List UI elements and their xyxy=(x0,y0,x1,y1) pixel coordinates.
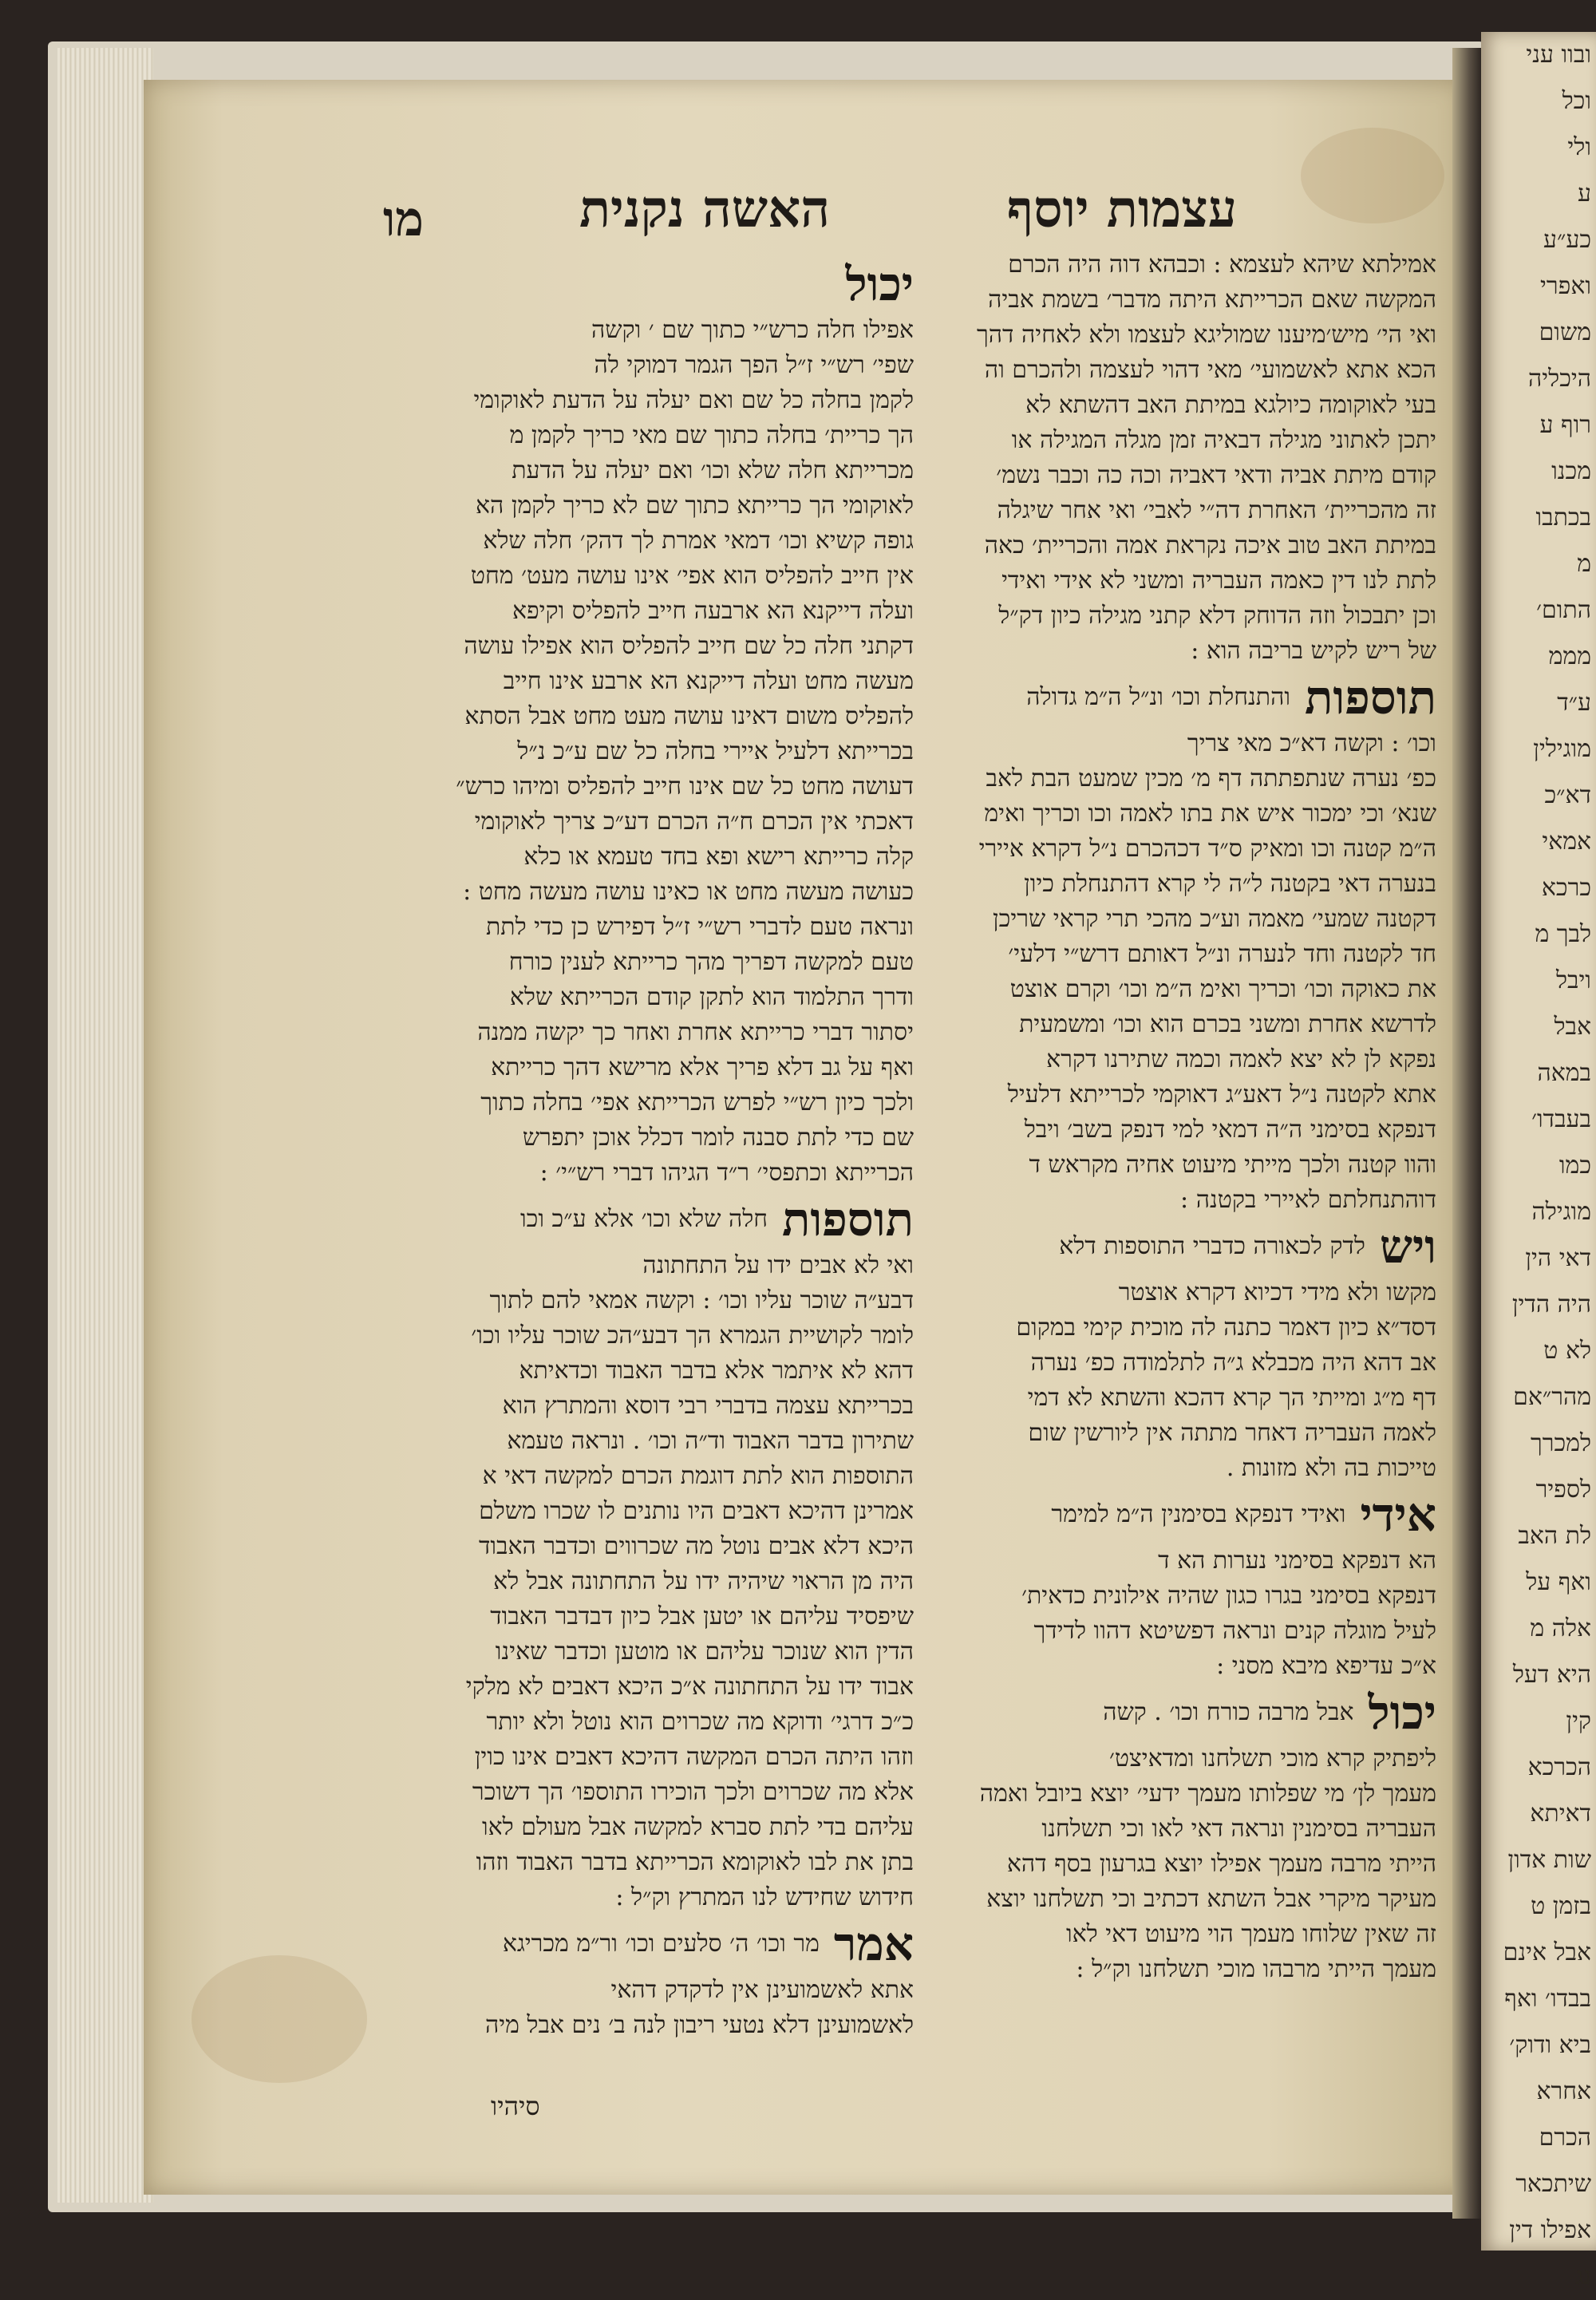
text-line: יתכן לאתוני מגילה דבאיה זמן מגלה המגילה או xyxy=(1011,426,1436,454)
text-line: לומר לקושיית הגמרא הך דבע״הכ שוכר עליו וכו׳ xyxy=(471,1322,914,1350)
text-line: טעם למקשה דפריך מהך כרייתא לענין כורח xyxy=(508,948,914,976)
next-page-line: כמו xyxy=(1558,1152,1591,1180)
section-heading-word: תוספות xyxy=(1305,670,1436,725)
text-line: דנפקא בסימני ה״ה דמאי למי דנפק בשב׳ ויבל xyxy=(1024,1116,1436,1144)
text-line: לדרשא אחרת ומשני בכרם הוא וכו׳ ומשמעית xyxy=(1019,1010,1436,1038)
text-line: דף מ״ג ומייתי הך קרא דהכא והשתא לא דמי xyxy=(1027,1384,1436,1412)
next-page-line: הכרכא xyxy=(1527,1753,1591,1781)
section-heading-word: אידי xyxy=(1360,1488,1436,1542)
text-line: מעמך לן׳ מי שפלותו מעמך ידעי׳ יוצא ביובל ואמה xyxy=(979,1780,1436,1808)
text-line: והוו קטנה ולכך מייתי מיעוט אחיה מקראש ד xyxy=(1029,1151,1436,1179)
text-line: ודרך התלמוד הוא לתקן קודם הכרייתא שלא xyxy=(509,983,914,1011)
text-line: המקשה שאם הכרייתא היתה מדבר׳ בשמת אביה xyxy=(988,286,1436,314)
text-line: ליפתיק קרא מוכי תשלחנו ומדאיצט׳ xyxy=(1108,1745,1436,1772)
text-line: התוספות הוא לתת דוגמת הכרם למקשה דאי א xyxy=(482,1462,914,1490)
next-page-line: ובוו עני xyxy=(1526,41,1591,69)
text-line: וזהו היתה הכרם המקשה דהיכא דאבים אינו כוין xyxy=(474,1743,914,1771)
text-line: ועלה דייקנא הא ארבעה חייב להפליס וקיפא xyxy=(512,597,914,625)
section-heading-word: יכול xyxy=(1368,1685,1436,1740)
text-line: כפ׳ נערה שנתפתתה דף מ׳ מכין שמעט הבת לאב xyxy=(986,765,1436,792)
text-line: דסד״א כיון דאמר כתנה לה מוכית קימי במקום xyxy=(1016,1314,1436,1342)
next-page-line: היכליה xyxy=(1528,365,1591,393)
text-line: לאמה העבריה דאחר מתתה אין ליורשין שום xyxy=(1028,1419,1436,1447)
text-line: מעמך הייתי מרבהו מוכי תשלחנו וק״ל : xyxy=(1076,1955,1436,1983)
section-heading xyxy=(926,1684,1436,1741)
text-line: אב דהא היה מכבלא ג״ה לתלמודה כפ׳ נערה xyxy=(1030,1349,1436,1377)
text-line: אתא לקטנה נ״ל דאע״ג דאוקמי לכרייתא דלעיל xyxy=(1007,1081,1436,1109)
text-line: אפילו חלה כרש״י כתוך שם ׳ וקשה xyxy=(591,316,914,344)
next-page-line: מ xyxy=(1577,550,1591,578)
text-line: מעיקר מיקרי אבל השתא דכתיב וכי תשלחנו יוצא xyxy=(986,1885,1436,1913)
paper-stain xyxy=(192,1955,367,2083)
text-line: בנערה דאי בקטנה ל״ה לי קרא דהתנחלת כיון xyxy=(1024,870,1436,898)
text-line: הא דנפקא בסימני נערות הא ד xyxy=(1158,1547,1436,1575)
text-line: קודם מיתת אביה ודאי דאביה וכה כה וכבר נשמ׳ xyxy=(996,461,1436,489)
next-page-line: לא ט xyxy=(1543,1337,1591,1365)
next-page-line: לת האב xyxy=(1518,1522,1591,1550)
text-line: נפקא לן לא יצא לאמה וכמה שתירנו דקרא xyxy=(1046,1045,1436,1073)
next-page-line: וכל xyxy=(1562,87,1591,115)
text-line: ואי לא אבים ידו על התחתונה xyxy=(642,1251,914,1279)
text-line: במיתת האב טוב איכה נקראת אמה והכריית׳ כאה xyxy=(984,532,1436,559)
section-heading xyxy=(363,255,914,313)
next-page-line: היא דעל xyxy=(1512,1661,1591,1689)
text-line: דנפקא בסימני בגרו כגון שהיה אילונית כדאית׳ xyxy=(1021,1582,1436,1610)
section-heading-text: חלה שלא וכו׳ אלא ע״כ וכו xyxy=(519,1205,768,1233)
text-line: דהא לא איתמר אלא בדבר האבוד וכדאיתא xyxy=(519,1357,914,1385)
next-page-line: שיתכאר xyxy=(1515,2170,1591,2198)
text-line: אין חייב להפליס הוא אפי׳ אינו עושה מעט׳ מחט xyxy=(470,562,914,590)
text-line: גופה קשיא וכו׳ דמאי אמרת לך דהק׳ חלה שלא xyxy=(483,527,914,555)
text-line: זה שאין שלוחו מעמך הוי מיעוט דאי לאו xyxy=(1065,1920,1436,1948)
section-heading-text: אבל מרבה כורח וכו׳ . קשה xyxy=(1103,1698,1354,1726)
catchword: סיהיו xyxy=(491,2091,540,2121)
next-page-line: מכנו xyxy=(1551,457,1591,485)
text-line: ולכך כיון רש״י לפרש הכרייתא אפי׳ בחלה כתוך xyxy=(480,1089,914,1116)
section-heading-word: יכול xyxy=(845,257,914,311)
next-page-line: לבך מ xyxy=(1535,920,1591,948)
next-page-line: ע״ד xyxy=(1557,689,1591,717)
next-page-line: ויבל xyxy=(1555,966,1591,994)
text-line: ה״מ קטנה וכו ומאיק ס״ד דכהכרם נ״ל דקרא איירי xyxy=(978,835,1436,863)
text-line: עליהם בדי לתת סברא למקשה אבל מעולם לאו xyxy=(481,1813,914,1841)
next-page-line: במאה xyxy=(1537,1059,1591,1087)
next-page-line: למכרך xyxy=(1531,1429,1591,1457)
next-page-line: התום׳ xyxy=(1536,596,1591,624)
right-text-column xyxy=(926,247,1436,1987)
text-line: דקטנה שמעי׳ מאמה וע״כ מהכי תרי קראי שריכן xyxy=(993,905,1436,933)
running-title-right: עצמות יוסף xyxy=(1006,180,1237,239)
next-page-line: רוף ע xyxy=(1539,411,1591,439)
text-line: הדין הוא שנוכר עליהם או מוטען וכדבר שאינו xyxy=(495,1638,914,1666)
text-line: של ריש לקיש בריבה הוא : xyxy=(1191,637,1436,665)
text-line: לעיל מוגלה קנים ונראה דפשיטא דהוו לדידך xyxy=(1033,1617,1436,1645)
text-line: בכרייתא עצמה בדברי רבי דוסא והמתרץ הוא xyxy=(502,1392,914,1420)
section-heading-text: מר וכו׳ ה׳ סלעים וכו׳ ור״מ מכריגא xyxy=(502,1930,820,1958)
section-heading xyxy=(926,1486,1436,1543)
next-page-line: אבל xyxy=(1554,1013,1591,1041)
next-page-line: ולי xyxy=(1567,133,1591,161)
next-page-line: אמאי xyxy=(1542,828,1591,856)
text-line: טייכות בה ולא מזונות . xyxy=(1226,1454,1436,1482)
next-page-line: מוגילה xyxy=(1531,1198,1591,1226)
next-page-line: דא״כ xyxy=(1544,781,1591,809)
text-line: מקשו ולא מידי דכיוא דקרא אוצטר xyxy=(1118,1278,1436,1306)
next-page-line: ואפרי xyxy=(1540,272,1591,300)
next-page-line: דאי הין xyxy=(1525,1244,1591,1272)
next-page-line: ביא ודוק׳ xyxy=(1509,2031,1591,2059)
text-line: הייתי מרבה מעמך אפילו יוצא בגרעון בסף דהא xyxy=(1006,1850,1436,1878)
next-page-line: בכתבו xyxy=(1535,504,1591,532)
next-page-line: אחרא xyxy=(1536,2077,1591,2105)
section-heading xyxy=(363,1915,914,1973)
text-line: שפי׳ רש״י ז״ל הפך הגמר דמוקי לה xyxy=(594,351,914,379)
next-page-line: נג xyxy=(1575,2262,1591,2290)
text-line: העבריה בסימנין ונראה דאי לאו וכי תשלחנו xyxy=(1041,1815,1436,1843)
folio-number: מו xyxy=(383,192,424,247)
text-line: דבע״ה שוכר עליו וכו׳ : וקשה אמאי להם לתוך xyxy=(489,1286,914,1314)
text-line: חידוש שחידש לנו המתרץ וק״ל : xyxy=(615,1883,914,1911)
next-page-line: כרכא xyxy=(1541,874,1591,902)
running-title-left: האשה נקנית xyxy=(579,180,830,239)
text-line: א״כ עדיפא מיבא מסני : xyxy=(1216,1652,1436,1680)
text-line: דוהתנחלתם לאיירי בקטנה : xyxy=(1180,1186,1436,1214)
text-line: שתירון בדבר האבוד וד״ה וכו׳ . ונראה טעמא xyxy=(507,1427,914,1455)
next-page-line: ע xyxy=(1578,180,1591,207)
next-page-line: ואף על xyxy=(1526,1568,1591,1596)
next-page-line: מהר״אם xyxy=(1513,1383,1591,1411)
next-page-line: אפילו דין xyxy=(1509,2216,1591,2244)
next-page-line: הכרם xyxy=(1539,2124,1591,2152)
section-heading xyxy=(926,669,1436,726)
text-line: מכרייתא חלה שלא וכו׳ ואם יעלה על הדעת xyxy=(512,456,914,484)
text-line: כעושה מעשה מחט או כאינו עושה מעשה מחט : xyxy=(463,878,914,906)
text-line: לתת לנו דין כאמה העבריה ומשני לא אידי ואידי xyxy=(1001,567,1436,595)
text-line: קלה כרייתא רישא ופא בחד טעמא או כלא xyxy=(523,843,914,871)
next-page-line: לספיר xyxy=(1535,1476,1591,1504)
text-line: שיפסיד עליהם או יטען אבל כיון דבדבר האבוד xyxy=(490,1602,914,1630)
text-line: דאכתי אין הכרם ח״ה הכרם דע״כ צריך לאוקומי xyxy=(474,808,914,836)
next-page-line: אלה מ xyxy=(1530,1614,1591,1642)
book-gutter xyxy=(1452,48,1481,2219)
next-page-line: משום xyxy=(1539,318,1591,346)
next-page-line: בעבדו׳ xyxy=(1531,1105,1591,1133)
next-page-line: כע״ע xyxy=(1543,226,1591,254)
section-heading-word: ויש xyxy=(1379,1219,1436,1274)
next-page-line: היה הדין xyxy=(1511,1290,1591,1318)
text-line: זה מהכריית׳ האחרת דה״י לאבי׳ ואי אחר שיגלה xyxy=(997,496,1436,524)
text-line: שם כדי לתת סבנה לומר דכלל אוכן יתפרש xyxy=(522,1124,914,1152)
next-page-line: בזמן ט xyxy=(1531,1892,1591,1920)
next-page-line: שות אדון xyxy=(1507,1846,1591,1874)
next-page-line: דאיתא xyxy=(1530,1800,1591,1828)
text-line: חד לקטנה וחד לנערה ונ״ל דאותם דרש״י דלעי׳ xyxy=(1008,940,1436,968)
text-line: אמרינן דהיכא דאבים היו נותנים לו שכרו משלם xyxy=(479,1497,914,1525)
next-page-line: מממ xyxy=(1548,642,1591,670)
text-line: יסתור דברי כרייתא אחרת ואחר כך יקשה ממנה xyxy=(477,1018,914,1046)
text-line: היכא דלא אבים נוטל מה שכרווים וכדבר האבוד xyxy=(478,1532,914,1560)
text-line: מעשה מחט ועלה דייקנא הא ארבע אינו חייב xyxy=(503,667,914,695)
text-line: דעושה מחט כל שם אינו חייב להפליס ומיהו כרש״ xyxy=(456,773,914,800)
left-text-column xyxy=(363,255,914,2043)
section-heading-word: אמר xyxy=(833,1917,914,1971)
text-line: אבוד ידו על התחתונה א״כ היכא דאבים לא מלקי xyxy=(465,1673,914,1701)
text-line: ונראה טעם לדברי רש״י ז״ל דפירש כן כדי לתת xyxy=(486,913,914,941)
text-line: לקמן בחלה כל שם ואם יעלה על הדעת לאוקומי xyxy=(473,386,914,414)
text-line: הכרייתא וכתפסי׳ ר״ד הגיהו דברי רש״י׳ : xyxy=(539,1159,914,1187)
section-heading xyxy=(926,1218,1436,1275)
page-edges xyxy=(57,48,153,2203)
text-line: בתן את לבו לאוקומא הכרייתא בדבר האבוד וזהו xyxy=(476,1848,914,1876)
text-line: הכא אתא לאשמועי׳ מאי דהוי לעצמה ולהכרם וה xyxy=(984,356,1436,384)
section-heading-text: והתנחלת וכו׳ ונ״ל ה״מ גדולה xyxy=(1026,683,1291,711)
text-line: וכן יתבכול וזה הדוחק דלא קתני מגילה כיון דק״ל xyxy=(998,602,1436,630)
next-page-line: קין xyxy=(1566,1707,1591,1735)
text-line: ואי הי׳ מיש׳מיענו שמוליגא לעצמו ולא לאחיה דהך xyxy=(977,321,1436,349)
text-line: ואף על גב דלא פריך אלא מרישא דהך כרייתא xyxy=(491,1053,914,1081)
section-heading xyxy=(363,1191,914,1248)
next-page-line: בבדו׳ ואף xyxy=(1504,1985,1591,2013)
paper-stain xyxy=(1301,128,1444,223)
text-line: לאשמועינן דלא נטעי ריבון לנה ב׳ נים אבל מיה xyxy=(484,2011,914,2039)
section-heading-text: לדק לכאורה כדברי התוספות דלא xyxy=(1059,1232,1365,1260)
next-page-line: אבל אינם xyxy=(1503,1938,1591,1966)
text-line: בעי לאוקומה כיולגא במיתת האב דהשתא לא xyxy=(1025,391,1436,419)
text-line: וכו׳ : וקשה דא״כ מאי צריך xyxy=(1187,729,1436,757)
text-line: את כאוקה וכו׳ וכריך ואימ ה״מ וכו׳ וקרם אוצט xyxy=(1009,975,1436,1003)
text-line: שנא׳ וכי ימכור איש את בתו לאמה וכו וכריך ואימ xyxy=(984,800,1436,828)
text-line: כ״כ דרגי׳ ודוקא מה שכרוים הוא נוטל ולא יותר xyxy=(486,1708,914,1736)
text-line: אלא מה שכרוים ולכך הוכירו התוספו׳ הך דשוכר xyxy=(472,1778,914,1806)
section-heading-word: תוספות xyxy=(782,1192,914,1247)
text-line: להפליס משום דאינו עושה מעט מחט אבל הסתא xyxy=(464,702,914,730)
text-line: לאוקומי הך כרייתא כתוך שם לא כריך לקמן הא xyxy=(476,492,914,520)
text-line: היה מן הראוי שיהיה ידו על התחתונה אבל לא xyxy=(493,1567,914,1595)
text-line: אמילתא שיהא לעצמא : וכבהא דוה היה הכרם xyxy=(1008,251,1436,279)
text-line: אתא לאשמועינן אין לדקדק דהאי xyxy=(610,1976,914,2004)
next-page-fragment xyxy=(1481,32,1596,2290)
text-line: בכרייתא דלעיל איירי בחלה כל שם ע״כ נ״ל xyxy=(517,737,914,765)
text-line: הך כריית׳ בחלה כתוך שם מאי כריך לקמן מ xyxy=(509,421,914,449)
text-line: דקתני חלה כל שם חייב להפליס הוא אפילו עושה xyxy=(464,632,914,660)
next-page-line: מוגילין xyxy=(1533,735,1591,763)
section-heading-text: ואידי דנפקא בסימנין ה״מ למימר xyxy=(1051,1500,1346,1528)
